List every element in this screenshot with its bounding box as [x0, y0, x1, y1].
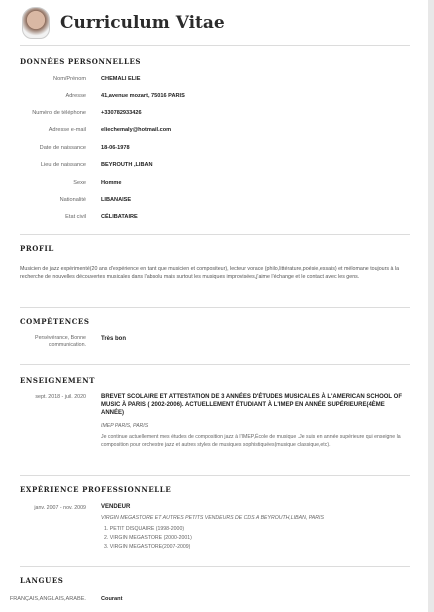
personal-key: Lieu de naissance: [40, 162, 86, 168]
list-item: 3. VIRGIN MEGASTORE(2007-2009): [104, 544, 191, 550]
section-title-personal: DONNÉES PERSONNELLES: [20, 57, 142, 66]
personal-value: +330782933426: [101, 110, 142, 116]
personal-row: [0, 76, 434, 86]
divider: [20, 307, 410, 308]
cv-header: [22, 6, 225, 40]
experience-date: janv. 2007 - nov. 2009: [34, 505, 86, 511]
section-title-enseignement: ENSEIGNEMENT: [20, 376, 96, 385]
personal-row: [0, 162, 434, 172]
divider: [20, 364, 410, 365]
personal-key: Nom/Prénom: [53, 76, 86, 82]
divider: [20, 45, 410, 46]
profil-text: Musicien de jazz expérimenté(20 ans d'expérience en tant que musicien et compositeur), lecteur vorace (philo,littérature,poésie,essais) et mélomane toujours à la recherche de nouvelles découvertes musicales dans l'absolu mais surtout les musiques improvisées,j'aime l'échange et le contact avec les gens.: [20, 266, 400, 280]
personal-value: 18-06-1978: [101, 145, 130, 151]
competence-level: Très bon: [101, 336, 127, 342]
education-text: Je continue actuellement mes études de composition jazz à l'IMEP,École de musique .Je suis en année supérieure qui enseigne la composition pour orchestre jazz et autres styles de musiques sophistiquées(musique classique,etc).: [101, 434, 401, 448]
personal-value: eliechemaly@hotmail.com: [101, 127, 172, 133]
experience-place: VIRGIN MEGASTORE ET AUTRES PETITS VENDEURS DE CDS A BEYROUTH,LIBAN, PARIS: [101, 515, 324, 521]
divider: [20, 566, 410, 567]
language-level: Courant: [101, 596, 123, 602]
personal-value: CHEMALI ELIE: [101, 76, 141, 82]
personal-key: Adresse e-mail: [48, 127, 86, 133]
personal-key: Sexe: [73, 180, 86, 186]
list-item: 2. VIRGIN MEGASTORE (2000-2001): [104, 535, 192, 541]
education-title: BREVET SCOLAIRE ET ATTESTATION DE 3 ANNÉES D'ÉTUDES MUSICALES À L'AMERICAN SCHOOL OF MUSIC À PARIS ( 2002-2006). ACTUELLEMENT ÉTUDIANT À L'IMEP EN ANNÉE SUPÉRIEURE(4ÈME ANNÉE): [101, 394, 402, 416]
personal-row: [0, 110, 434, 120]
personal-key: Nationalité: [59, 197, 86, 203]
personal-row: [0, 93, 434, 103]
education-date: sept. 2018 - juil. 2020: [35, 394, 86, 400]
section-title-competences: COMPÉTENCES: [20, 317, 90, 326]
personal-row: [0, 145, 434, 155]
education-place: IMEP PARIS, PARIS: [101, 423, 149, 429]
personal-key: Adresse: [65, 93, 86, 99]
page-edge: [428, 0, 434, 612]
divider: [20, 475, 410, 476]
experience-title: VENDEUR: [101, 504, 131, 510]
personal-value: 41,avenue mozart, 75016 PARIS: [101, 93, 185, 99]
personal-row: [0, 197, 434, 207]
competence-label: Persévérance, Bonne communication.: [35, 335, 86, 348]
section-title-profil: PROFIL: [20, 244, 54, 253]
personal-key: Date de naissance: [39, 145, 86, 151]
page-title: Curriculum Vitae: [60, 13, 225, 33]
personal-key: Etat civil: [65, 214, 86, 220]
personal-row: [0, 180, 434, 190]
avatar: [22, 7, 50, 39]
list-item: 1. PETIT DISQUAIRE (1998-2000): [104, 526, 185, 532]
section-title-langues: LANGUES: [20, 576, 64, 585]
personal-key: Numéro de téléphone: [32, 110, 86, 116]
personal-value: LIBANAISE: [101, 197, 132, 203]
language-row: [0, 596, 434, 606]
personal-value: Homme: [101, 180, 122, 186]
experience-list: [104, 525, 192, 552]
personal-value: CÉLIBATAIRE: [101, 214, 138, 220]
personal-value: BEYROUTH ,LIBAN: [101, 162, 153, 168]
section-title-experience: EXPÉRIENCE PROFESSIONNELLE: [20, 485, 172, 494]
personal-row: [0, 214, 434, 224]
language-label: FRANÇAIS,ANGLAIS,ARABE.: [9, 596, 86, 602]
personal-row: [0, 127, 434, 137]
divider: [20, 234, 410, 235]
